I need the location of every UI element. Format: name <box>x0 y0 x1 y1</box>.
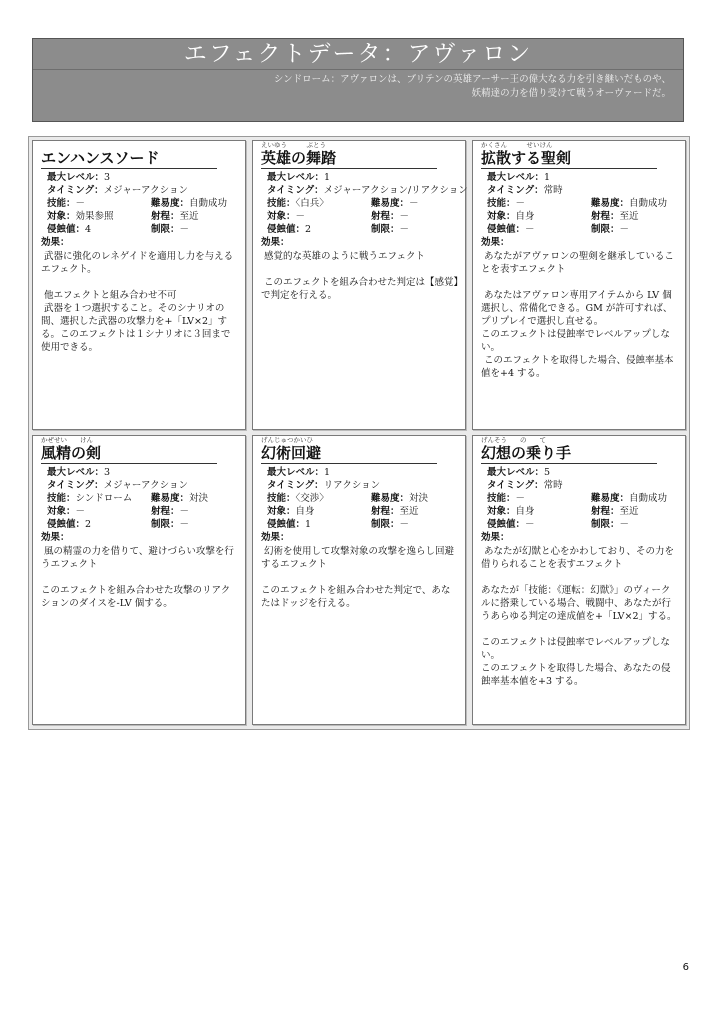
timing-label: タイミング： <box>487 185 544 196</box>
target-value: 自身 <box>515 506 535 517</box>
range-label: 射程： <box>151 211 180 222</box>
card-stats <box>261 171 468 236</box>
target-label: 対象： <box>47 211 76 222</box>
page-title: エフェクトデータ：アヴァロン <box>33 39 683 70</box>
card-name-ruby: げんそう の て <box>481 436 546 444</box>
limit-value: － <box>399 519 410 530</box>
effect-label: 効果： <box>481 532 510 543</box>
description-line-2: 妖精達の力を借り受けて戦うオーヴァードだ。 <box>471 88 671 99</box>
skill-label: 技能： <box>47 198 76 209</box>
max-level-value: 3 <box>104 172 111 183</box>
difficulty-label: 難易度： <box>371 198 410 209</box>
target-label: 対象： <box>47 506 76 517</box>
range-value: 至近 <box>619 506 639 517</box>
card-stats <box>41 466 239 531</box>
limit-label: 制限： <box>151 519 180 530</box>
timing-label: タイミング： <box>267 480 324 491</box>
effect-text: あなたが幻獣と心をかわしており、その力を借りられることを表すエフェクト あなたが「技能：《運転：幻獣》」のヴィークルに搭乗している場合、戦闘中、あなたが行うあらゆる判定の達成値を+「LV×2」する。 このエフェクトは侵蝕率でレベルアップしない。 このエフェクトを取得した場合、あなたの侵蝕率基本値を+3 する。 <box>481 546 677 687</box>
erosion-label: 侵蝕値： <box>487 519 526 530</box>
range-label: 射程： <box>591 211 620 222</box>
card-body <box>41 436 239 610</box>
skill-label: 技能： <box>267 198 296 209</box>
range-value: 至近 <box>179 211 199 222</box>
card-body <box>481 141 679 380</box>
effect-card <box>252 435 466 725</box>
card-title: 拡散する聖剣 <box>481 149 657 169</box>
target-value: － <box>295 211 306 222</box>
erosion-label: 侵蝕値： <box>47 224 86 235</box>
card-name-ruby: げんじゅつかいひ <box>261 436 313 444</box>
skill-label: 技能： <box>47 493 76 504</box>
card-title: エンハンスソード <box>41 149 217 169</box>
timing-label: タイミング： <box>47 185 104 196</box>
limit-value: － <box>399 224 410 235</box>
effect-label: 効果： <box>481 237 510 248</box>
timing-value: 常時 <box>543 185 563 196</box>
max-level-value: 5 <box>544 467 551 478</box>
card-name-ruby: かぜせい けん <box>41 436 93 444</box>
effect-text: 武器に強化のレネゲイドを適用し力を与えるエフェクト。 他エフェクトと組み合わせ不可 武器を１つ選択すること。そのシナリオの間、選択した武器の攻撃力を+「LV×2」する。このエフェクトは１シナリオに３回まで使用できる。 <box>41 251 234 353</box>
effect-card <box>472 435 686 725</box>
card-stats <box>41 171 239 236</box>
card-title: 幻想の乗り手 <box>481 444 657 464</box>
effect-card <box>472 140 686 430</box>
effect-text: あなたがアヴァロンの聖剣を継承していることを表すエフェクト あなたはアヴァロン専用アイテムから LV 個選択し、常備化できる。GM が許可すれば、プリプレイで選択し直せる。 このエフェクトは侵蝕率でレベルアップしない。 このエフェクトを取得した場合、侵蝕率基本値を+4 する。 <box>481 251 674 379</box>
card-body <box>481 436 679 688</box>
card-body <box>261 141 468 302</box>
difficulty-value: － <box>409 198 419 209</box>
skill-value: シンドローム <box>75 493 133 504</box>
range-value: － <box>399 211 410 222</box>
max-level-label: 最大レベル： <box>47 172 105 183</box>
card-stats <box>481 466 679 531</box>
card-title: 風精の剣 <box>41 444 217 464</box>
erosion-value: － <box>525 519 535 530</box>
effect-card <box>32 435 246 725</box>
effect-label: 効果： <box>41 532 70 543</box>
header-description <box>33 70 683 101</box>
card-stats <box>481 171 679 236</box>
erosion-value: 4 <box>85 224 92 235</box>
target-value: 自身 <box>515 211 535 222</box>
effect-card-grid <box>28 136 690 730</box>
limit-value: － <box>179 519 190 530</box>
max-level-value: 1 <box>324 172 331 183</box>
description-line-1: シンドローム：アヴァロンは、ブリテンの英雄アーサー王の偉大なる力を引き継いだものや、 <box>273 74 671 85</box>
skill-value: － <box>515 493 526 504</box>
erosion-value: 1 <box>305 519 312 530</box>
skill-label: 技能： <box>487 198 516 209</box>
difficulty-label: 難易度： <box>151 493 190 504</box>
range-label: 射程： <box>371 506 400 517</box>
target-label: 対象： <box>487 211 516 222</box>
erosion-label: 侵蝕値： <box>267 519 306 530</box>
max-level-value: 1 <box>324 467 331 478</box>
skill-value: 〈白兵〉 <box>295 198 329 209</box>
target-label: 対象： <box>267 506 296 517</box>
timing-value: メジャーアクション <box>103 185 188 196</box>
effect-label: 効果： <box>41 237 70 248</box>
erosion-label: 侵蝕値： <box>267 224 306 235</box>
difficulty-value: 自動成功 <box>629 493 668 504</box>
skill-label: 技能： <box>267 493 296 504</box>
range-value: 至近 <box>399 506 419 517</box>
erosion-value: － <box>525 224 535 235</box>
effect-text: 風の精霊の力を借りて、避けづらい攻撃を行うエフェクト このエフェクトを組み合わせた攻撃のリアクションのダイスを-LV 個する。 <box>41 546 234 609</box>
card-title: 幻術回避 <box>261 444 437 464</box>
page-number: 6 <box>682 962 689 973</box>
difficulty-value: 対決 <box>189 493 209 504</box>
max-level-value: 3 <box>104 467 111 478</box>
difficulty-value: 自動成功 <box>629 198 668 209</box>
range-value: 至近 <box>619 211 639 222</box>
difficulty-label: 難易度： <box>591 198 630 209</box>
effect-label: 効果： <box>261 237 290 248</box>
card-name-ruby: かくさん せいけん <box>481 141 553 149</box>
page-header <box>32 38 684 122</box>
limit-label: 制限： <box>591 519 620 530</box>
erosion-value: 2 <box>85 519 92 530</box>
card-name-ruby <box>41 141 239 149</box>
limit-label: 制限： <box>151 224 180 235</box>
timing-label: タイミング： <box>267 185 324 196</box>
card-title: 英雄の舞踏 <box>261 149 437 169</box>
difficulty-value: 自動成功 <box>189 198 228 209</box>
max-level-label: 最大レベル： <box>267 467 325 478</box>
max-level-label: 最大レベル： <box>487 467 545 478</box>
difficulty-label: 難易度： <box>591 493 630 504</box>
range-label: 射程： <box>371 211 400 222</box>
max-level-label: 最大レベル： <box>487 172 545 183</box>
timing-value: 常時 <box>543 480 563 491</box>
timing-label: タイミング： <box>487 480 544 491</box>
skill-value: － <box>75 198 86 209</box>
max-level-label: 最大レベル： <box>47 467 105 478</box>
limit-label: 制限： <box>371 519 400 530</box>
target-label: 対象： <box>267 211 296 222</box>
range-label: 射程： <box>591 506 620 517</box>
target-value: 自身 <box>295 506 315 517</box>
target-label: 対象： <box>487 506 516 517</box>
timing-value: リアクション <box>323 480 381 491</box>
timing-value: メジャーアクション/リアクション <box>323 185 468 196</box>
effect-label: 効果： <box>261 532 290 543</box>
limit-value: － <box>619 519 630 530</box>
target-value: － <box>75 506 86 517</box>
timing-label: タイミング： <box>47 480 104 491</box>
erosion-label: 侵蝕値： <box>47 519 86 530</box>
limit-label: 制限： <box>371 224 400 235</box>
card-stats <box>261 466 459 531</box>
range-label: 射程： <box>151 506 180 517</box>
erosion-value: 2 <box>305 224 312 235</box>
timing-value: メジャーアクション <box>103 480 188 491</box>
card-body <box>261 436 459 610</box>
effect-card <box>32 140 246 430</box>
effect-text: 幻術を使用して攻撃対象の攻撃を逸らし回避するエフェクト このエフェクトを組み合わせた判定で、あなたはドッジを行える。 <box>261 546 455 609</box>
card-name-ruby: えいゆう ぶとう <box>261 141 326 149</box>
limit-value: － <box>619 224 630 235</box>
difficulty-label: 難易度： <box>371 493 410 504</box>
difficulty-value: 対決 <box>409 493 429 504</box>
range-value: － <box>179 506 190 517</box>
erosion-label: 侵蝕値： <box>487 224 526 235</box>
difficulty-label: 難易度： <box>151 198 190 209</box>
max-level-label: 最大レベル： <box>267 172 325 183</box>
limit-value: － <box>179 224 190 235</box>
max-level-value: 1 <box>544 172 551 183</box>
limit-label: 制限： <box>591 224 620 235</box>
effect-card <box>252 140 466 430</box>
target-value: 効果参照 <box>75 211 114 222</box>
skill-value: － <box>515 198 526 209</box>
effect-text: 感覚的な英雄のように戦うエフェクト このエフェクトを組み合わせた判定は【感覚】で判定を行える。 <box>261 251 459 301</box>
card-body <box>41 141 239 354</box>
skill-value: 〈交渉〉 <box>295 493 329 504</box>
skill-label: 技能： <box>487 493 516 504</box>
